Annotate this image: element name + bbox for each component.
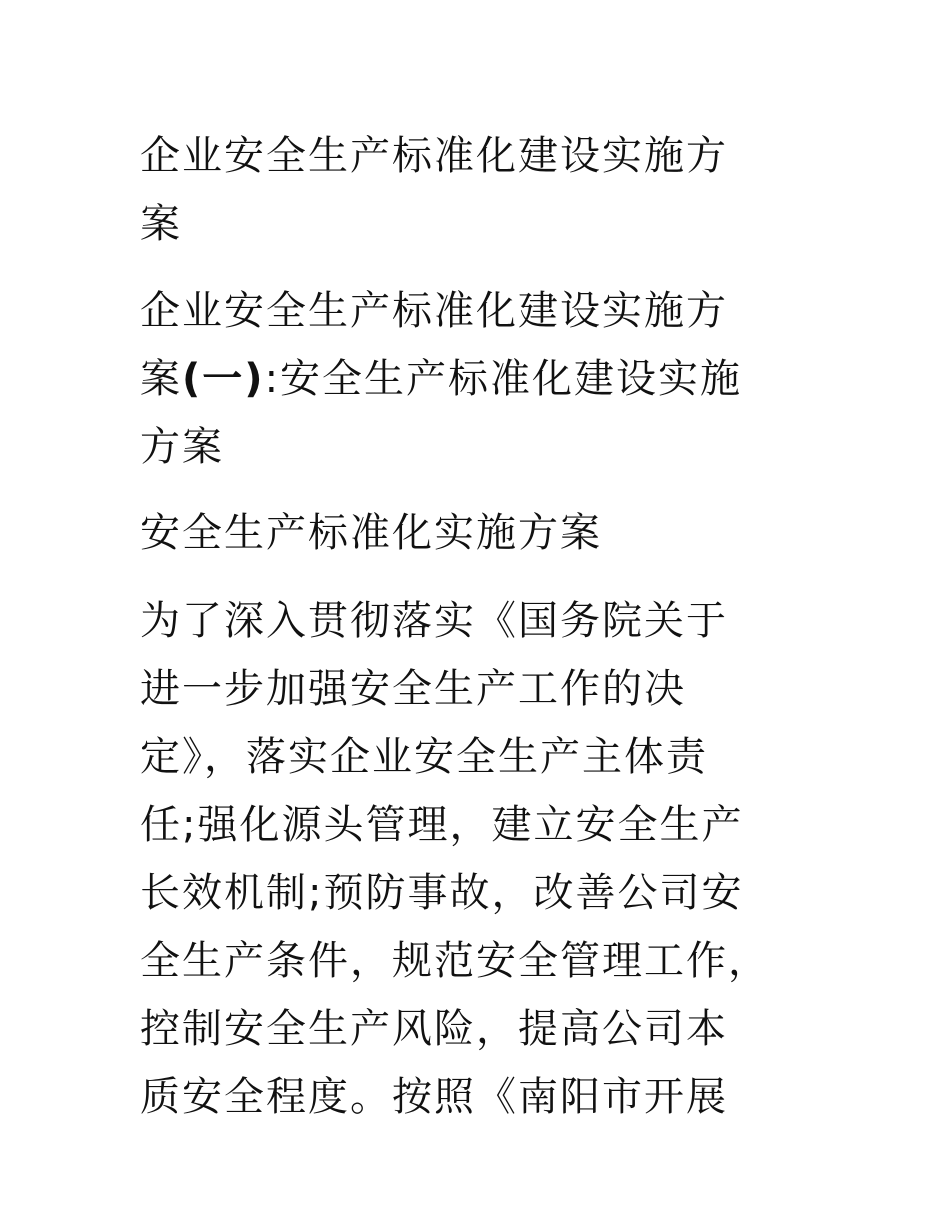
title-line-1: 企业安全生产标准化建设实施方 xyxy=(140,133,728,179)
body-line: 定》，落实企业安全生产主体责 xyxy=(140,734,708,780)
subtitle-line-2 xyxy=(140,354,742,404)
section-heading: 安全生产标准化实施方案 xyxy=(140,510,602,556)
subtitle-bracket: (一) xyxy=(182,356,265,402)
body-line: 进一步加强安全生产工作的决 xyxy=(140,666,686,712)
body-line: 质安全程度。按照《南阳市开展 xyxy=(140,1074,728,1120)
subtitle-line-1: 企业安全生产标准化建设实施方 xyxy=(140,288,728,334)
subtitle-prefix: 案 xyxy=(140,356,182,402)
body-line: 控制安全生产风险，提高公司本 xyxy=(140,1006,728,1052)
title-line-2: 案 xyxy=(140,201,182,247)
subtitle-line-3: 方案 xyxy=(140,424,224,470)
body-line: 任;强化源头管理，建立安全生产 xyxy=(140,802,744,848)
body-line: 长效机制;预防事故，改善公司安 xyxy=(140,870,744,916)
subtitle-suffix: :安全生产标准化建设实施 xyxy=(264,356,743,402)
body-line: 为了深入贯彻落实《国务院关于 xyxy=(140,598,728,644)
body-line: 全生产条件，规范安全管理工作， xyxy=(140,938,770,984)
